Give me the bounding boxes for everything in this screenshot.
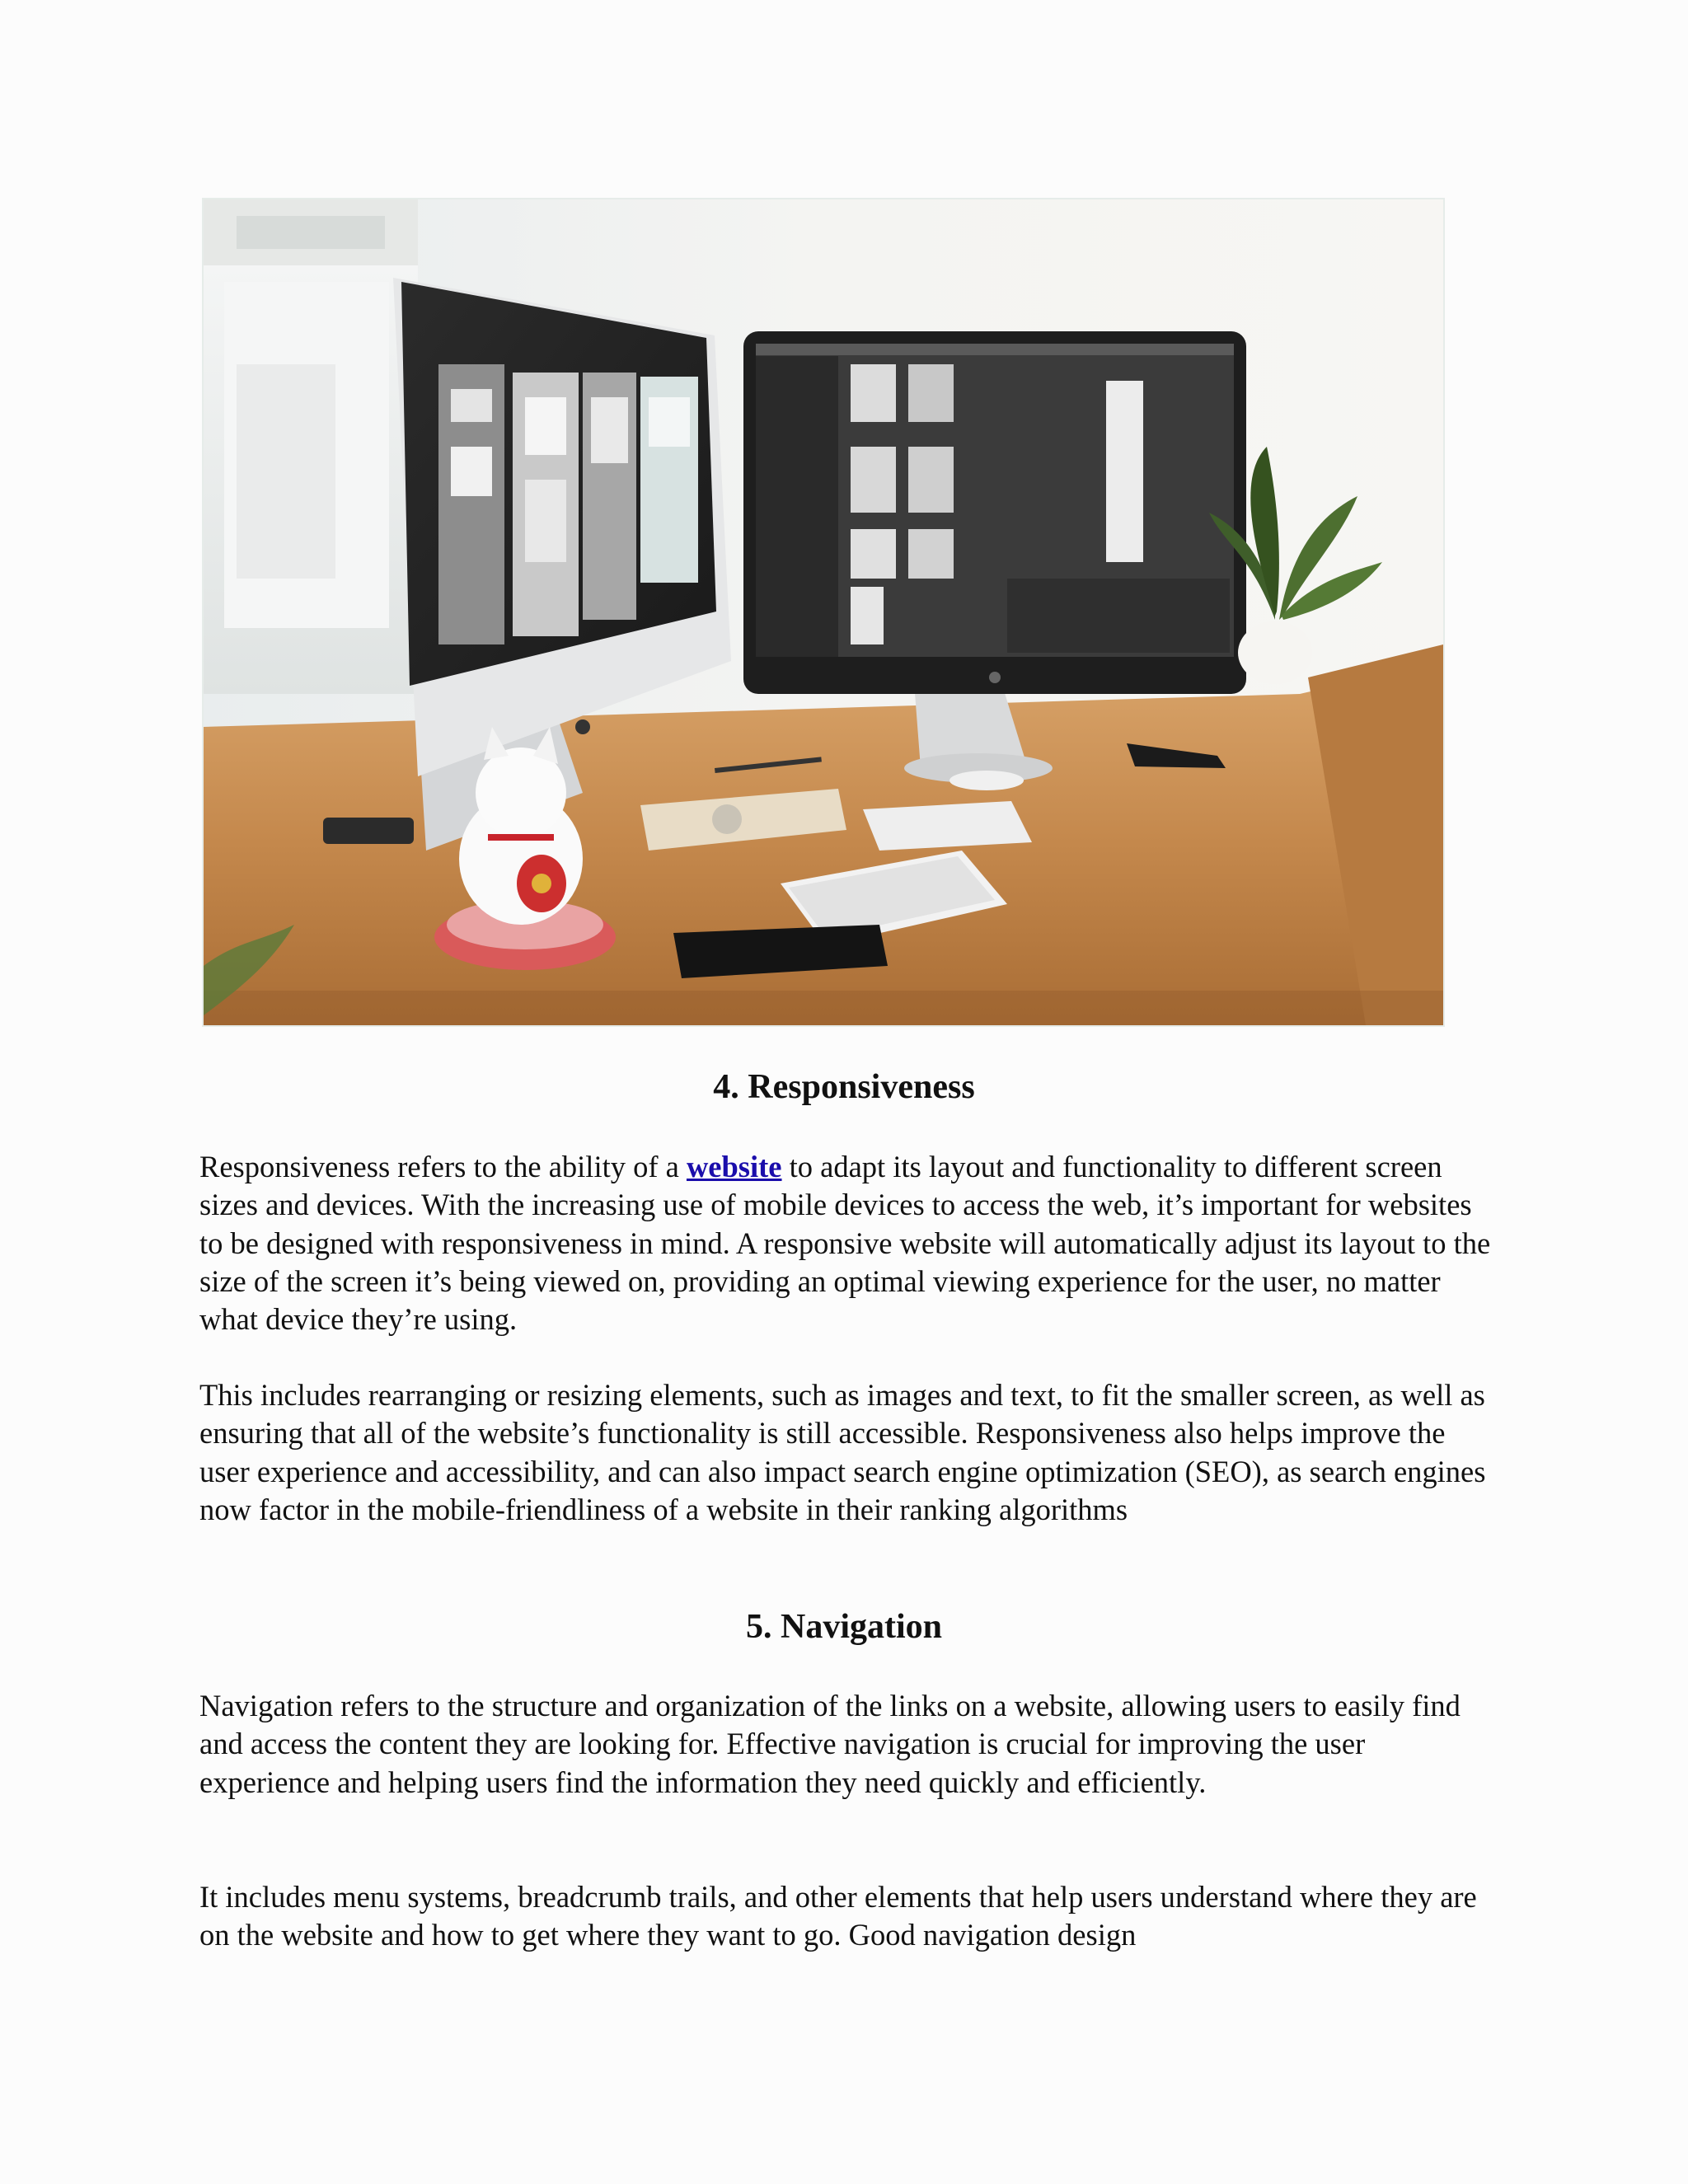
paragraph-responsiveness-details: This includes rearranging or resizing elements, such as images and text, to fit the smaller screen, as well as ensuring that all of the website’s functionality is still accessible. Responsiveness also helps improve the user experience and accessibility, and can also impact search engine optimization (SEO), as search engines now factor in the mobile-friendliness of a website in their ranking algorithms [199,1378,1486,1526]
section-heading-navigation: 5. Navigation [745,1608,942,1646]
website-link[interactable]: website [686,1150,782,1183]
paragraph-navigation-details: It includes menu systems, breadcrumb trails, and other elements that help users understand where they are on the website and how to get where they want to go. Good navigation design [199,1880,1477,1952]
desk-photo [202,198,1445,1027]
paragraph-text: to adapt its layout and functionality to different screen sizes and devices. With the increasing use of mobile devices to access the web, it’s important for websites to be designed with responsiveness in mind. A responsive website will automatically adjust its layout to the size of the screen it’s being viewed on, providing an optimal viewing experience for the user, no matter what device they’re using. [199,1150,1491,1337]
paragraph-text: Responsiveness refers to the ability of a [199,1150,687,1183]
paragraph-navigation-intro: Navigation refers to the structure and organization of the links on a website, allowing users to easily find and access the content they are looking for. Effective navigation is crucial for improving the user experience and helping users find the information they need quickly and efficiently. [199,1689,1461,1799]
section-heading-responsiveness: 4. Responsiveness [713,1068,975,1106]
paragraph-responsiveness-intro [199,1148,1502,1338]
